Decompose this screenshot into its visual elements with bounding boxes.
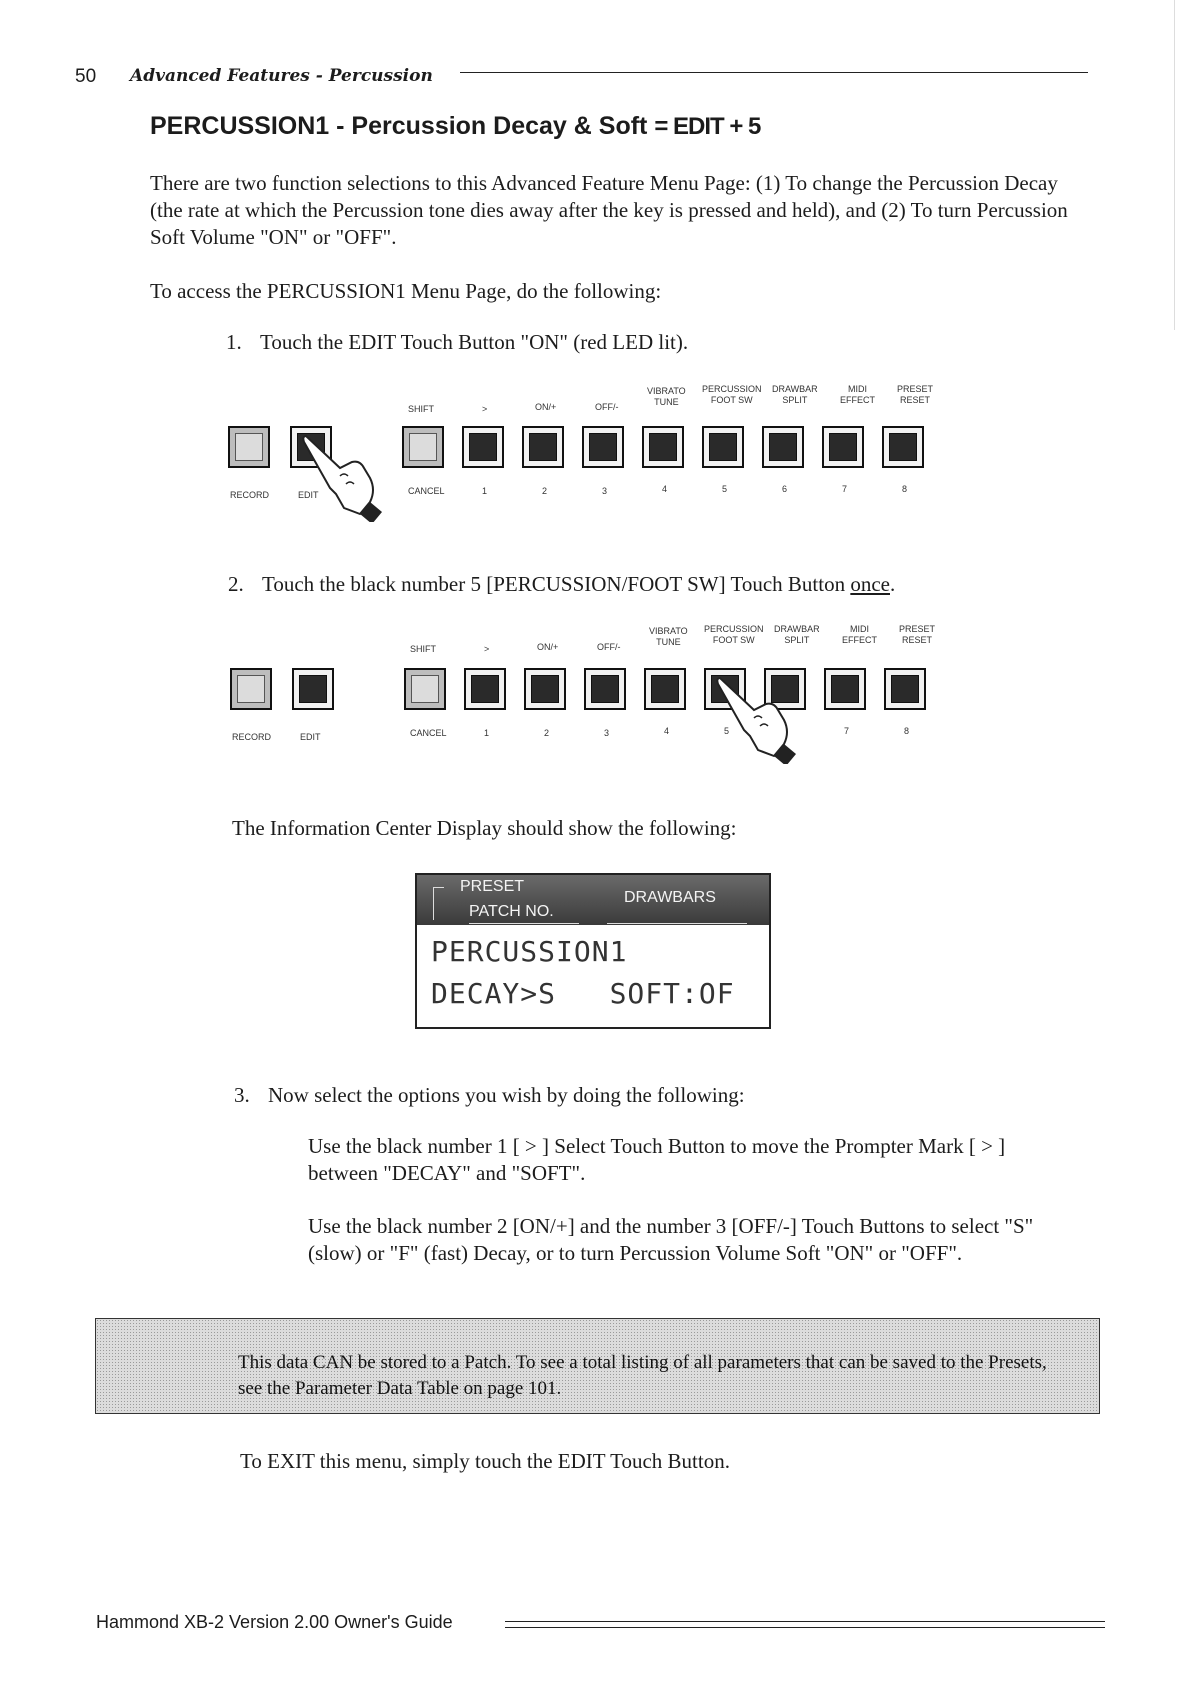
header-rule <box>460 72 1088 73</box>
label-off: OFF/- <box>597 642 621 652</box>
access-paragraph: To access the PERCUSSION1 Menu Page, do the following: <box>150 279 662 303</box>
scan-margin-line <box>1174 0 1175 330</box>
intro-paragraph: There are two function selections to this Advanced Feature Menu Page: (1) To change the Percussion Decay (the rate at which the Percussion tone dies away after the key is pressed and held), and (2) To turn Percussion Soft Volume "ON" or "OFF". <box>150 171 1068 249</box>
label-gt: > <box>482 404 488 414</box>
label-n4: 4 <box>662 484 668 494</box>
step-2-emphasis: once <box>850 572 890 596</box>
label-n2: 2 <box>544 728 550 738</box>
label-n3: 3 <box>604 728 610 738</box>
label-b5: PERCUSSION FOOT SW <box>704 624 764 645</box>
page-number: 50 <box>75 66 97 87</box>
display-patch-label: PATCH NO. <box>469 903 554 920</box>
note-box <box>95 1318 1100 1414</box>
label-n5: 5 <box>724 726 730 736</box>
button-3[interactable] <box>582 426 624 468</box>
label-cancel: CANCEL <box>410 728 447 738</box>
step-2: 2. Touch the black number 5 [PERCUSSION/FOOT SW] Touch Button once. <box>228 572 896 596</box>
label-edit: EDIT <box>300 732 321 742</box>
label-gt: > <box>484 644 490 654</box>
label-n7: 7 <box>842 484 848 494</box>
step-3 <box>234 1083 745 1108</box>
information-center-display <box>415 873 771 1029</box>
option-paragraph-1: Use the black number 1 [ > ] Select Touch Button to move the Prompter Mark [ > ] between "DECAY" and "SOFT". <box>308 1134 1006 1185</box>
label-n4: 4 <box>664 726 670 736</box>
step-3-number: 3. <box>234 1083 250 1107</box>
label-b4: VIBRATO TUNE <box>647 386 686 407</box>
display-line-2: DECAY>S SOFT:OF <box>431 977 735 1010</box>
label-n3: 3 <box>602 486 608 496</box>
record-button[interactable] <box>230 668 272 710</box>
label-on: ON/+ <box>535 402 557 412</box>
label-on: ON/+ <box>537 642 559 652</box>
label-n1: 1 <box>484 728 490 738</box>
page-title <box>150 112 760 141</box>
footer-rule <box>505 1621 1105 1622</box>
label-n7: 7 <box>844 726 850 736</box>
button-2[interactable] <box>524 668 566 710</box>
label-cancel: CANCEL <box>408 486 445 496</box>
step-2-text: Touch the black number 5 [PERCUSSION/FOOT SW] Touch Button <box>262 572 846 596</box>
step-2-number: 2. <box>228 572 244 596</box>
button-4[interactable] <box>642 426 684 468</box>
label-edit: EDIT <box>298 490 319 500</box>
display-header <box>417 875 769 925</box>
label-n8: 8 <box>904 726 910 736</box>
footer-rule-2 <box>505 1627 1105 1628</box>
shift-cancel-button[interactable] <box>404 668 446 710</box>
button-5[interactable] <box>702 426 744 468</box>
edit-button[interactable] <box>292 668 334 710</box>
label-n5: 5 <box>722 484 728 494</box>
button-7[interactable] <box>822 426 864 468</box>
label-n1: 1 <box>482 486 488 496</box>
exit-paragraph: To EXIT this menu, simply touch the EDIT Touch Button. <box>240 1449 730 1473</box>
display-line-1: PERCUSSION1 <box>431 935 628 968</box>
label-n8: 8 <box>902 484 908 494</box>
label-b7: MIDI EFFECT <box>842 624 877 645</box>
label-shift: SHIFT <box>408 404 434 414</box>
record-button[interactable] <box>228 426 270 468</box>
step-1-number: 1. <box>226 330 242 354</box>
label-n6: 6 <box>782 484 788 494</box>
button-7[interactable] <box>824 668 866 710</box>
step-1-text: Touch the EDIT Touch Button "ON" (red LED lit). <box>260 330 689 354</box>
button-3[interactable] <box>584 668 626 710</box>
label-b6: DRAWBAR SPLIT <box>774 624 820 645</box>
title-code: = EDIT + 5 <box>654 113 761 140</box>
footer-title: Hammond XB-2 Version 2.00 Owner's Guide <box>96 1612 453 1632</box>
label-n2: 2 <box>542 486 548 496</box>
label-b7: MIDI EFFECT <box>840 384 875 405</box>
label-b5: PERCUSSION FOOT SW <box>702 384 762 405</box>
label-record: RECORD <box>230 490 270 500</box>
button-1[interactable] <box>462 426 504 468</box>
pointing-hand-icon <box>714 674 814 764</box>
button-panel-step2 <box>224 622 964 772</box>
option-paragraph-2: Use the black number 2 [ON/+] and the number 3 [OFF/-] Touch Buttons to select "S" (slow) or "F" (fast) Decay, or to turn Percussion Volume Soft "ON" or "OFF". <box>308 1214 1034 1265</box>
section-heading: Advanced Features - Percussion <box>130 66 433 86</box>
title-main: PERCUSSION1 - Percussion Decay & Soft <box>150 112 648 140</box>
button-panel-step1 <box>222 380 962 530</box>
info-paragraph: The Information Center Display should show the following: <box>232 816 737 840</box>
label-off: OFF/- <box>595 402 619 412</box>
button-2[interactable] <box>522 426 564 468</box>
pointing-hand-icon <box>300 432 400 522</box>
button-1[interactable] <box>464 668 506 710</box>
shift-cancel-button[interactable] <box>402 426 444 468</box>
label-b8: PRESET RESET <box>897 384 934 405</box>
label-b8: PRESET RESET <box>899 624 936 645</box>
button-6[interactable] <box>762 426 804 468</box>
button-8[interactable] <box>884 668 926 710</box>
button-8[interactable] <box>882 426 924 468</box>
label-shift: SHIFT <box>410 644 436 654</box>
step-3-text: Now select the options you wish by doing the following: <box>268 1083 745 1107</box>
label-b4: VIBRATO TUNE <box>649 626 688 647</box>
label-b6: DRAWBAR SPLIT <box>772 384 818 405</box>
button-4[interactable] <box>644 668 686 710</box>
label-record: RECORD <box>232 732 272 742</box>
display-drawbars-label: DRAWBARS <box>624 889 716 906</box>
display-preset-label: PRESET <box>460 878 525 895</box>
note-text: This data CAN be stored to a Patch. To see a total listing of all parameters that can be saved to the Presets, see the Parameter Data Table on page 101. <box>238 1352 1047 1399</box>
step-1 <box>226 330 688 355</box>
